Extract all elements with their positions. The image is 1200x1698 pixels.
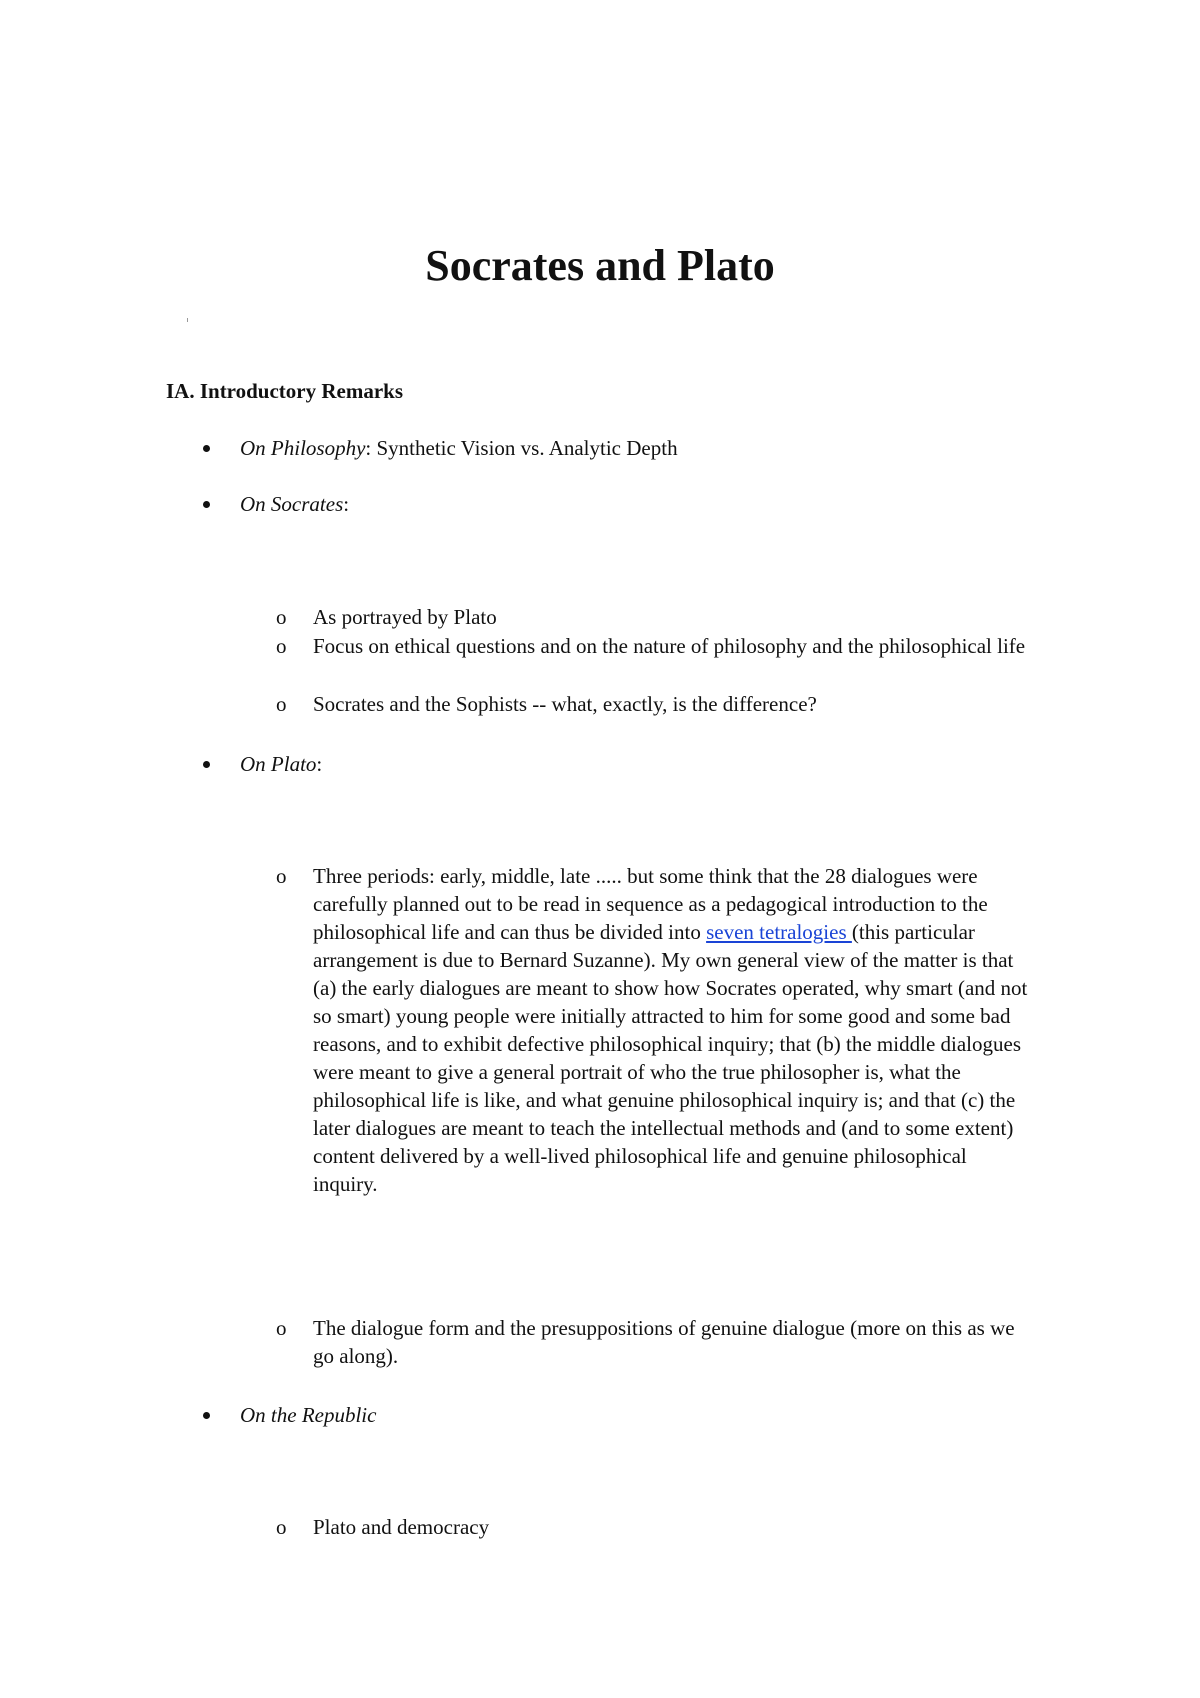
seven-tetralogies-link[interactable]: seven tetralogies bbox=[706, 920, 852, 944]
section-heading: IA. Introductory Remarks bbox=[166, 379, 404, 403]
bullet-label: On Plato bbox=[240, 752, 317, 776]
document-title: Socrates and Plato bbox=[425, 241, 775, 290]
list-item-text-start: Three periods: early, middle, late ..... but some think that the 28 dialogues were carefully planned out to be read in sequence as a pedagogical introduction to the philosophical life and can thus be divided into bbox=[313, 864, 988, 944]
bullet-rest: : bbox=[343, 492, 350, 516]
sub-bullet-icon: o bbox=[276, 692, 287, 716]
bullet-icon bbox=[203, 761, 210, 768]
bullet-text bbox=[240, 750, 322, 778]
bullet-label: On Philosophy bbox=[240, 436, 366, 460]
bullet-rest: : Synthetic Vision vs. Analytic Depth bbox=[365, 436, 678, 460]
bullet-icon bbox=[203, 445, 210, 452]
bullet-text bbox=[240, 434, 678, 462]
bullet-icon bbox=[203, 501, 210, 508]
list-item-text: The dialogue form and the presuppositions of genuine dialogue (more on this as we go along). bbox=[313, 1316, 1015, 1368]
sub-bullet-icon: o bbox=[276, 1316, 287, 1340]
bullet-icon bbox=[203, 1412, 210, 1419]
stray-mark bbox=[187, 318, 188, 322]
bullet-label: On Socrates bbox=[240, 492, 344, 516]
bullet-label: On the Republic bbox=[240, 1403, 377, 1427]
bullet-text bbox=[240, 1401, 376, 1429]
sub-bullet-icon: o bbox=[276, 605, 287, 629]
list-item-text: Plato and democracy bbox=[313, 1515, 490, 1539]
bullet-text bbox=[240, 490, 349, 518]
list-item-text: As portrayed by Plato bbox=[313, 605, 497, 629]
bullet-rest: : bbox=[316, 752, 323, 776]
list-item-text-end: (this particular arrangement is due to Bernard Suzanne). My own general view of the matter is that (a) the early dialogues are meant to show how Socrates operated, why smart (and not so smart) young people were initially attracted to him for some good and some bad reasons, and to exhibit defective philosophical inquiry; that (b) the middle dialogues were meant to give a general portrait of who the true philosopher is, what the philosophical life is like, and what genuine philosophical inquiry is; and that (c) the later dialogues are meant to teach the intellectual methods and (and to some extent) content delivered by a well-lived philosophical life and genuine philosophical inquiry. bbox=[313, 920, 1028, 1196]
sub-bullet-icon: o bbox=[276, 634, 287, 658]
list-item-text bbox=[313, 862, 1033, 1198]
list-item-text: Focus on ethical questions and on the nature of philosophy and the philosophical life bbox=[313, 634, 1026, 658]
sub-bullet-icon: o bbox=[276, 1515, 287, 1539]
sub-bullet-icon: o bbox=[276, 864, 287, 888]
list-item-text: Socrates and the Sophists -- what, exactly, is the difference? bbox=[313, 692, 817, 716]
